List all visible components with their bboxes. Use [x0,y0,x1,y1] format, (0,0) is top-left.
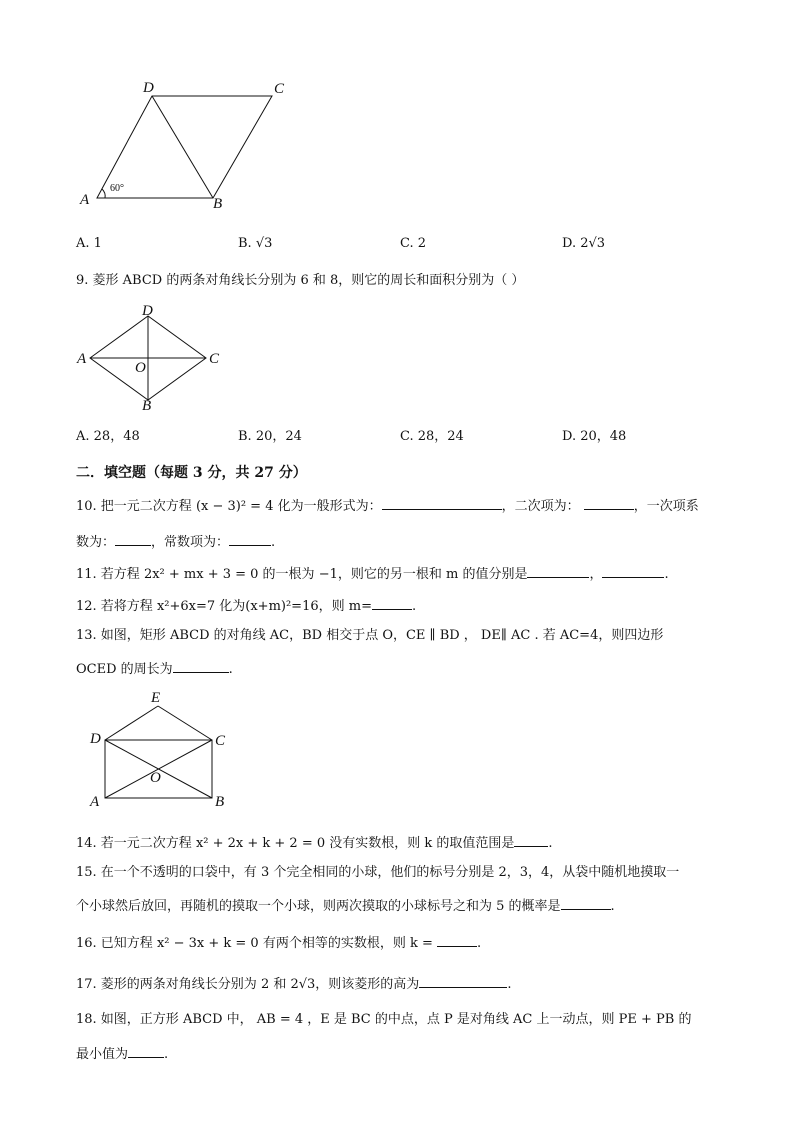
q15-blank-probability[interactable] [561,897,611,910]
label-D: D [143,80,154,96]
q11-end: . [664,567,669,582]
q12-line [76,597,416,615]
q10-tail2: . [271,535,276,550]
q17-end: . [507,977,512,992]
label-C: C [209,351,220,367]
label-C: C [215,733,226,749]
q9-option-d[interactable]: D. 20，48 [562,429,627,444]
q10-line2-text: 数为： [76,535,116,550]
q13-blank-perimeter[interactable] [173,660,229,673]
q8-option-d[interactable]: D. 2√3 [562,236,606,251]
q9-option-a[interactable]: A. 28，48 [76,429,140,444]
q10-line2 [76,533,275,551]
q15-end: . [610,899,615,914]
q16-end: . [477,936,482,951]
q11-text: 11. 若方程 2x² + mx + 3 = 0 的一根为 −1，则它的另一根和 m 的值分别是 [76,567,528,582]
q11-sep: ， [589,567,603,582]
q10-blank-constant[interactable] [229,533,271,546]
q18-line2 [76,1045,168,1063]
label-O: O [135,360,146,376]
figure-q8-parallelogram [70,72,300,217]
label-A: A [77,351,87,367]
section-title: 二．填空题（每题 3 分，共 27 分） [76,465,307,481]
q10-mid1: ，二次项为： [501,499,580,514]
label-A: A [90,794,100,810]
q17-line [76,975,511,993]
q18-end: . [164,1047,169,1062]
q10-blank-general-form[interactable] [382,497,502,510]
q10-text: 10. 把一元二次方程 (x − 3)² = 4 化为一般形式为： [76,499,382,514]
q11-line [76,565,669,583]
q11-blank-root[interactable] [527,565,589,578]
q17-blank-height[interactable] [419,975,507,988]
q13-line1: 13. 如图，矩形 ABCD 的对角线 AC，BD 相交于点 O，CE ∥ BD ， DE∥ AC . 若 AC=4，则四边形 [76,628,664,643]
q16-line [76,934,481,952]
q10-line1 [76,497,699,515]
q14-blank-k-range[interactable] [514,834,548,847]
label-B: B [215,794,225,810]
q12-blank-m[interactable] [372,597,412,610]
q13-line2 [76,660,233,678]
q8-option-c[interactable]: C. 2 [400,236,427,251]
q12-text: 12. 若将方程 x²+6x=7 化为(x+m)²=16，则 m= [76,599,372,614]
label-A: A [80,192,90,208]
q13-line2-text: OCED 的周长为 [76,662,173,677]
q11-blank-m[interactable] [602,565,664,578]
q9-option-b[interactable]: B. 20，24 [238,429,302,444]
q10-blank-quadratic-term[interactable] [584,497,634,510]
label-D: D [142,303,153,319]
q16-blank-k[interactable] [437,934,477,947]
label-O: O [150,770,161,786]
q13-end: . [228,662,233,677]
q14-line [76,834,553,852]
q15-line2 [76,897,615,915]
q9-question: 9. 菱形 ABCD 的两条对角线长分别为 6 和 8，则它的周长和面积分别为（ ） [76,273,525,288]
q18-blank-min[interactable] [128,1045,164,1058]
q16-text: 16. 已知方程 x² − 3x + k = 0 有两个相等的实数根，则 k = [76,936,438,951]
label-C: C [274,81,285,97]
angle-60-label: 60° [110,183,124,194]
label-E: E [151,690,161,706]
q18-line1: 18. 如图，正方形 ABCD 中， AB = 4 ，E 是 BC 的中点，点 P 是对角线 AC 上一动点，则 PE + PB 的 [76,1012,692,1027]
q10-mid2: ，常数项为： [151,535,230,550]
q9-option-c[interactable]: C. 28，24 [400,429,464,444]
q10-blank-linear-coef[interactable] [115,533,151,546]
q15-line1: 15. 在一个不透明的口袋中，有 3 个完全相同的小球，他们的标号分别是 2，3，4，从袋中随机地摸取一 [76,865,680,880]
label-B: B [213,196,223,212]
label-B: B [142,398,152,414]
q15-line2-text: 个小球然后放回，再随机的摸取一个小球，则两次摸取的小球标号之和为 5 的概率是 [76,899,561,914]
figure-q13-rectangle [80,686,240,812]
q10-tail1: ，一次项系 [633,499,699,514]
q18-line2-text: 最小值为 [76,1047,129,1062]
q8-option-b[interactable]: B. √3 [238,236,273,251]
label-D: D [90,731,101,747]
q14-end: . [548,836,553,851]
figure-q9-rhombus [74,302,234,414]
q17-text: 17. 菱形的两条对角线长分别为 2 和 2√3，则该菱形的高为 [76,977,420,992]
q12-end: . [411,599,417,614]
q8-option-a[interactable]: A. 1 [76,236,102,251]
q14-text: 14. 若一元二次方程 x² + 2x + k + 2 = 0 没有实数根，则 k 的取值范围是 [76,836,515,851]
